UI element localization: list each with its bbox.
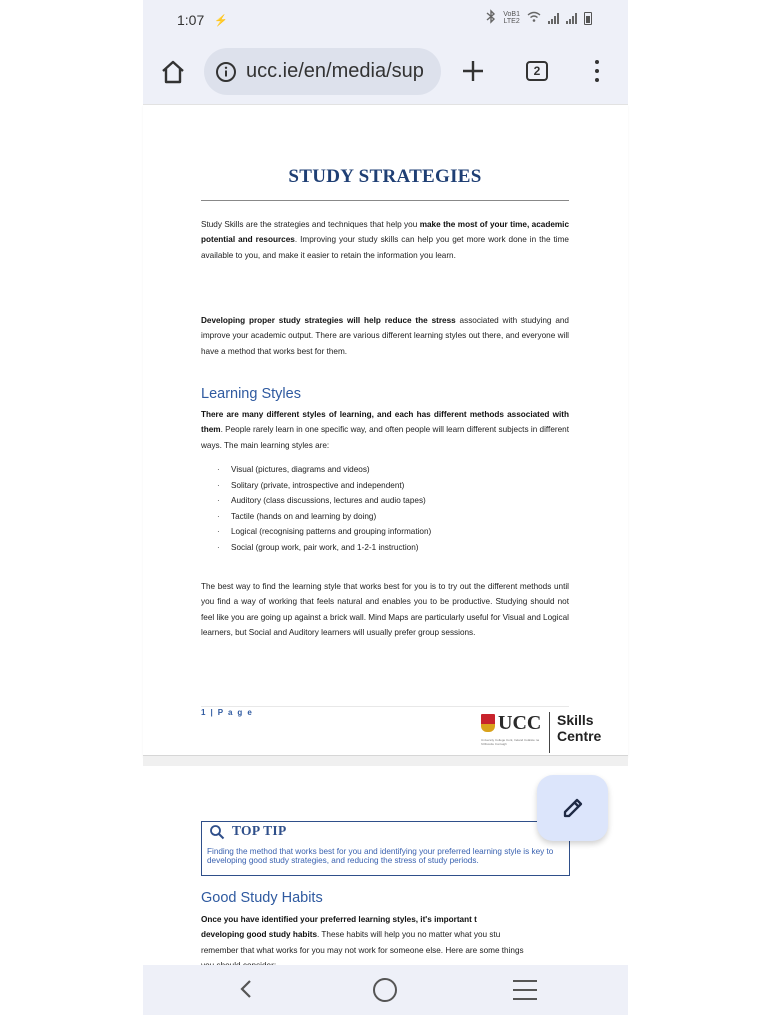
logo-centre-word: Centre [557, 728, 602, 744]
page-separator [143, 756, 628, 766]
document-title: STUDY STRATEGIES [288, 166, 482, 187]
new-tab-button[interactable] [459, 56, 487, 86]
back-icon [235, 977, 259, 1001]
recents-icon [513, 980, 537, 982]
closing-paragraph: The best way to find the learning style that works best for you is to try out the different methods until you find a way of working that feels natural and enables you to be productive. Studying should not feel like you are going up against a brick wall. Mind Maps are particularly useful for Visual and Logical learners, but Social and Auditory learners will usually prefer group sessions. [201, 582, 569, 638]
url-text[interactable]: ucc.ie/en/media/sup [246, 60, 424, 82]
home-button[interactable] [159, 58, 187, 86]
list-item: · Logical (recognising patterns and grouping information) [217, 524, 557, 540]
bluetooth-icon [486, 10, 496, 26]
logo-subtitle: University College Cork, Ireland Coláiste na hOllscoile Corcaigh [481, 738, 540, 746]
page-number: 1 | P a g e [201, 708, 254, 717]
tab-switcher-button[interactable] [526, 61, 548, 81]
top-tip-box [201, 821, 570, 876]
more-menu-button[interactable] [593, 60, 601, 82]
signal-1-icon [548, 12, 559, 24]
list-item: · Auditory (class discussions, lectures and audio tapes) [217, 493, 557, 509]
charging-bolt-icon: ⚡ [214, 14, 228, 27]
tab-count: 2 [533, 64, 541, 78]
title-divider [201, 200, 569, 201]
back-button[interactable] [235, 977, 259, 1001]
system-navigation-bar [143, 965, 628, 1015]
volte-line-1: VoB1 [503, 11, 520, 18]
learning-text-bold: There are many different styles of learning, and each has different methods associated with them [201, 410, 569, 435]
intro-text-end: . Improving your study skills can help you get more work done in the time available to you, and make it easier to retain the information you learn. [201, 235, 569, 260]
home-nav-button[interactable] [373, 978, 397, 1002]
habits-text-end: . These habits will help you no matter what you stu [317, 930, 501, 940]
plus-icon [461, 59, 485, 83]
stress-text-end: associated with studying and improve your academic output. There are various different learning styles out there, and everyone will have a method that works best for them. [201, 316, 569, 356]
edit-fab-button[interactable] [537, 775, 608, 841]
learning-text-end: . People rarely learn in one specific way, and often people will learn different subjects in different ways. The main learning styles are: [201, 425, 569, 450]
address-bar[interactable] [204, 48, 441, 95]
habits-text-bold-1: Once you have identified your preferred learning styles, it's important t [201, 915, 477, 924]
list-item: · Visual (pictures, diagrams and videos) [217, 462, 557, 478]
learning-styles-paragraph [201, 407, 569, 453]
signal-2-icon [566, 12, 577, 24]
battery-icon [584, 12, 592, 25]
stress-text-bold: Developing proper study strategies will help reduce the stress [201, 316, 456, 325]
logo-divider [549, 712, 550, 753]
habits-text-line-3: remember that what works for you may not work for someone else. Here are some things [201, 945, 524, 955]
logo-skills-word: Skills [557, 712, 594, 728]
ucc-skills-centre-logo [481, 712, 605, 754]
status-bar [143, 0, 628, 40]
info-icon[interactable] [214, 60, 238, 84]
magnifier-icon [209, 824, 225, 840]
volte-line-2: LTE2 [503, 18, 520, 25]
document-page-1 [143, 104, 628, 756]
stress-paragraph [201, 313, 569, 359]
pencil-icon [560, 795, 586, 821]
home-icon [160, 59, 186, 85]
more-vert-icon [595, 60, 599, 64]
status-time: 1:07 [177, 12, 205, 28]
intro-text-bold: make the most of your time, academic potential and resources [201, 220, 569, 245]
browser-toolbar [143, 40, 628, 104]
intro-paragraph [201, 217, 569, 263]
learning-styles-list [217, 462, 557, 555]
recents-button[interactable] [513, 980, 537, 1000]
list-item: · Tactile (hands on and learning by doing) [217, 509, 557, 525]
top-tip-text: Finding the method that works best for you and identifying your preferred learning style is key to developing good study strategies, and reducing the stress of study periods. [207, 847, 554, 865]
habits-text-bold-2: developing good study habits [201, 930, 317, 940]
wifi-icon [527, 11, 541, 25]
list-item: · Social (group work, pair work, and 1-2-1 instruction) [217, 540, 557, 556]
logo-skills-centre [557, 712, 601, 744]
list-item: · Solitary (private, introspective and independent) [217, 478, 557, 494]
top-tip-title: TOP TIP [232, 823, 287, 838]
ucc-crest-icon [481, 714, 495, 732]
logo-ucc-text: UCC [498, 712, 542, 734]
volte-indicator [503, 11, 520, 25]
footer-divider [201, 706, 569, 707]
study-habits-heading: Good Study Habits [201, 890, 323, 906]
status-indicators [486, 10, 592, 26]
learning-styles-heading: Learning Styles [201, 386, 301, 402]
phone-screen [143, 0, 628, 1015]
intro-text-start: Study Skills are the strategies and techniques that help you [201, 220, 420, 229]
